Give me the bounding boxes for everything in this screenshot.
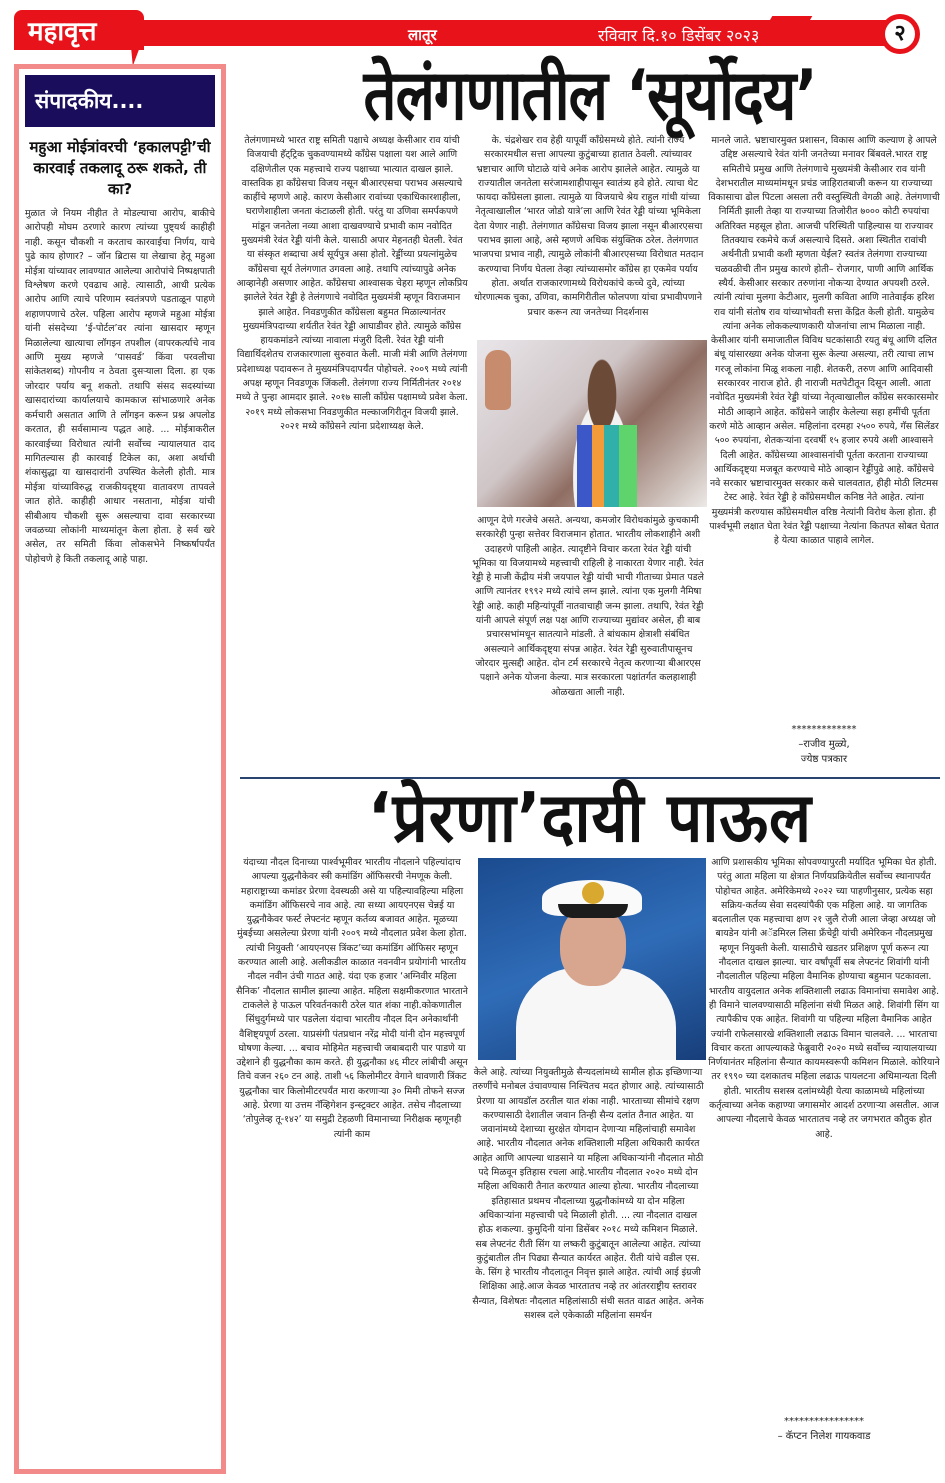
date-label: रविवार दि.१० डिसेंबर २०२३ xyxy=(598,26,760,45)
author-name: – कॅप्टन निलेश गायकवाड xyxy=(777,1431,871,1442)
article2-byline xyxy=(708,1414,940,1444)
article2-headline: ‘प्रेरणा’दायी पाऊल xyxy=(367,777,813,858)
article2-column-2: केले आहे. त्यांच्या नियुक्तीमुळे सैन्यदलांमध्ये सामील होऊ इच्छिणाऱ्या तरुणींचे मनोबल उंचावण्यास निश्चितच मदत होणार आहे. त्यांच्यासाठी प्रेरणा या आयडॉल ठरतील यात शंका नाही. भारताच्या सीमांचे रक्षण करण्यासाठी देशातील जवान तिन्ही सैन्य दलांत तैनात आहेत. या जवानांमध्ये देशाच्या सुरक्षेत योगदान देणाऱ्या महिलांचाही समावेश आहे. भारतीय नौदलात अनेक शक्तिशाली महिला अधिकारी कार्यरत आहेत आणि आपल्या धाडसाने या महिला अधिकाऱ्यांनी नौदलात मोठी पदे मिळवून इतिहास रचला आहे.भारतीय नौदलात २०२० मध्ये दोन महिला अधिकारी तैनात करण्यात आल्या होत्या. भारतीय नौदलाच्या इतिहासात प्रथमच नौदलाच्या युद्धनौकांमध्ये या दोन महिला अधिकाऱ्यांना महत्त्वाची पदे मिळाली होती. ... त्या नौदलात दाखल होऊ शकल्या. कुमुदिनी यांना डिसेंबर २०१८ मध्ये कमिशन मिळाले. सब लेफ्टनंट रीती सिंग या लष्करी कुटुंबातून आलेल्या आहेत. त्यांच्या कुटुंबातील तीन पिढ्या सैन्यात कार्यरत आहेत. रीती यांचे वडील एस. के. सिंग हे भारतीय नौदलातून निवृत्त झाले आहेत. त्यांची आई इंग्रजी शिक्षिका आहे.आज केवळ भारतातच नव्हे तर आंतरराष्ट्रीय स्तरावर सैन्यात, विशेषतः नौदलात महिलांसाठी संधी सतत वाढत आहेत. अनेक सशस्त्र दले एकेकाळी महिलांना समर्थन xyxy=(472,1067,704,1322)
editorial-box xyxy=(14,64,226,1474)
article1-photo xyxy=(477,340,707,507)
author-title: ज्येष्ठ पत्रकार xyxy=(800,754,848,765)
article1-column-2-top: के. चंद्रशेखर राव हेही यापूर्वी काँग्रेसमध्ये होते. त्यांनी राज्य सरकारमधील सत्ता आपल्या कुटुंबाच्या हातात ठेवली. त्यांच्यावर भ्रष्टाचार आणि घोटाळे यांचे अनेक आरोप झालेले आहेत. त्यामुळे या राज्यातील जनतेला सरंजामशाहीपासून स्वातंत्र्य हवे होते. त्याचा थेट फायदा काँग्रेसला झाला. त्यामुळे या विजयाचे श्रेय राहुल गांधी यांच्या नेतृत्वाखालील ‘भारत जोडो यात्रे’ला आणि रेवंत रेड्डी यांच्या भूमिकेला देता येणार नाही. तेलंगणात काँग्रेसचा विजय झाला नसून बीआरएसचा पराभव झाला आहे, असे म्हणणे अधिक संयुक्तिक ठरेल. तेलंगणात भाजपचा प्रभाव नाही, त्यामुळे लोकांनी बीआरएसच्या विरोधात मतदान करण्याचा निर्णय घेतला तेव्हा त्यांच्यासमोर काँग्रेस हा एकमेव पर्याय होता. अर्थात राजकारणामध्ये विरोधकांचे कच्चे दुवे, त्यांच्या धोरणात्मक चुका, उणिवा, कामगिरीतील फोलपणा यांचा प्रभावीपणाने प्रचार करून त्या जनतेच्या निदर्शनास xyxy=(472,135,704,318)
article1-byline xyxy=(708,722,940,767)
author-name: –राजीव मुळ्ये, xyxy=(798,739,850,750)
article1-column-2-bottom: आणून देणे गरजेचे असते. अन्यथा, कमजोर विरोधकांमुळे कुचकामी सरकारेही पुन्हा सत्तेवर विराजमान होतात. भारतीय लोकशाहीने अशी उदाहरणे पाहिली आहेत. त्यादृष्टीने विचार करता रेवंत रेड्डी यांची भूमिका या विजयामध्ये महत्त्वाची राहिली हे नाकारता येणार नाही. रेवंत रेड्डी हे माजी केंद्रीय मंत्री जयपाल रेड्डी यांची भाची गीताच्या प्रेमात पडले आणि त्यानंतर १९९२ मध्ये त्यांचे लग्न झाले. त्यांना एक मुलगी नैमिषा रेड्डी आहे. काही महिन्यांपूर्वी नातवाचाही जन्म झाला. तथापि, रेवंत रेड्डी यांनी आपले संपूर्ण लक्ष पक्ष आणि राज्याच्या मुद्यांवर असेल, ही बाब प्रचारसभांमधून सातत्याने मांडली. ते बांधकाम क्षेत्राशी संबंधित असल्याने आर्थिकदृष्ट्या संपन्न आहेत. रेवंत रेड्डी सुरुवातीपासूनच जोरदार मुत्सद्दी आहेत. दोन टर्म सरकारचे नेतृत्व करणाऱ्या बीआरएस पक्षाने अनेक योजना केल्या. मात्र सरकारला पक्षांतर्गत कलहाशाही ओळखता आली नाही. xyxy=(472,515,704,698)
page-number: २ xyxy=(880,14,920,54)
masthead xyxy=(0,0,945,58)
article1-column-1: तेलंगणामध्ये भारत राष्ट्र समिती पक्षाचे अध्यक्ष केसीआर राव यांची विजयाची हॅट्ट्रिक चुकवण्यामध्ये काँग्रेस पक्षाला यश आले आणि दक्षिणेतील एक महत्त्वाचे राज्य पक्षाच्या भात्यात दाखल झाले. वास्तविक हा काँग्रेसचा विजय नसून बीआरएसचा पराभव असल्याचे काहींचे म्हणणे आहे. कारण केसीआर रावांच्या एकाधिकारशाहीला, घराणेशाहीला जनता कंटाळली होती. परंतु या उणिवा समर्पकपणे मांडून जनतेला नव्या आशा दाखवण्याचे प्रभावी काम नवोदित मुख्यमंत्री रेवंत रेड्डी यांनी केले. यासाठी अपार मेहनतही घेतली. रेवंत या संस्कृत शब्दाचा अर्थ सूर्यपुत्र असा होतो. रेड्डींच्या प्रयत्नांमुळेच काँग्रेसचा सूर्य तेलंगणात उगवला आहे. तथापि त्यांच्यापुढे अनेक आव्हानेही असणार आहेत. काँग्रेसचा आश्वासक चेहरा म्हणून लोकप्रिय झालेले रेवंत रेड्डी हे तेलंगणाचे नवोदित मुख्यमंत्री म्हणून विराजमान झाले आहेत. निवडणुकीत काँग्रेसला बहुमत मिळाल्यानंतर मुख्यमंत्रिपदाच्या शर्यतीत रेवंत रेड्डी आघाडीवर होते. त्यामुळे काँग्रेस हायकमांडने त्यांच्या नावाला मंजुरी दिली. रेवंत रेड्डी यांनी विद्यार्थिदशेतच राजकारणाला सुरुवात केली. माजी मंत्री आणि तेलंगणा प्रदेशाध्यक्ष पदावरून ते मुख्यमंत्रिपदापर्यंत पोहोचले. २००९ मध्ये त्यांनी अपक्ष म्हणून निवडणूक जिंकली. तेलंगणा राज्य निर्मितीनंतर २०१४ मध्ये ते पुन्हा आमदार झाले. २०१७ साली काँग्रेस पक्षामध्ये प्रवेश केला. २०१९ मध्ये लोकसभा निवडणुकीत मल्काजगिरीतून विजयी झाले. २०२१ मध्ये काँग्रेसने त्यांना प्रदेशाध्यक्ष केले. xyxy=(236,135,468,432)
photo-cap-badge xyxy=(582,882,604,904)
photo-raised-hand xyxy=(485,350,511,410)
paper-name: महावृत्त xyxy=(28,17,97,47)
separator-stars: ************* xyxy=(791,724,857,735)
photo-cap-peak xyxy=(558,904,628,918)
photo-scarf xyxy=(577,425,637,507)
editorial-section-label: संपादकीय.... xyxy=(25,75,215,127)
masthead-flare xyxy=(130,36,144,66)
masthead-slant xyxy=(768,16,813,24)
separator-stars: **************** xyxy=(784,1416,864,1427)
article2-column-3: आणि प्रशासकीय भूमिका सोपवण्यापुरती मर्यादित भूमिका घेत होती. परंतु आता महिला या क्षेत्रात निर्णयप्रक्रियेतील सर्वोच्च स्थानापर्यंत पोहोचत आहेत. अमेरिकेमध्ये २०२२ च्या पाहणीनुसार, प्रत्येक सहा सक्रिय-कर्तव्य सेवा सदस्यांपैकी एक महिला आहे. या जागतिक बदलातील एक महत्त्वाचा क्षण २१ जुलै रोजी आला जेव्हा अध्यक्ष जो बायडेन यांनी अॅडमिरल लिसा फ्रँचेट्टी यांची अमेरिकन नौदलप्रमुख म्हणून नियुक्ती केली. यासाठीचे खडतर प्रशिक्षण पूर्ण करून त्या नौदलात दाखल झाल्या. चार वर्षांपूर्वी सब लेफ्टनंट शिवांगी यांनी नौदलातील पहिल्या महिला वैमानिक होण्याचा बहुमान पटकावला. भारतीय वायुदलात अनेक शक्तिशाली लढाऊ विमानांचा समावेश आहे. ही विमाने चालवण्यासाठी महिलांना संधी मिळत आहे. शिवांगी सिंग या त्यापैकीच एक आहेत. शिवांगी या पहिल्या महिला वैमानिक आहेत ज्यांनी राफेलसारखे शक्तिशाली लढाऊ विमान चालवले. ... भारताचा विचार करता आपल्याकडे फेब्रुवारी २०२० मध्ये सर्वोच्च न्यायालयाच्या निर्णयानंतर महिलांना सैन्यात कायमस्वरूपी कमिशन मिळाले. कोरियाने तर १९९० च्या दशकातच महिला लढाऊ पायलटना अधिमान्यता दिली होती. भारतीय सशस्त्र दलांमध्येही येत्या काळामध्ये महिलांच्या कर्तृत्वाच्या अनेक कहाण्या जगासमोर आदर्श ठरणाऱ्या असतील. आज आपल्या नौदलाचे केवळ भारतातच नव्हे तर जगभरात कौतुक होत आहे. xyxy=(708,857,940,1140)
article1-headline: तेलंगणातील ‘सूर्योदय’ xyxy=(363,54,817,136)
photo-face xyxy=(560,906,626,986)
city-label: लातूर xyxy=(408,26,437,44)
editorial-headline: महुआ मोईत्रांवरची ‘हकालपट्टी’ची कारवाई तकलादू ठरू शकते, ती का? xyxy=(29,138,211,198)
masthead-band xyxy=(14,20,894,46)
editorial-body: मुळात जे नियम नीहीत ते मोडल्याचा आरोप, बाकीचे आरोपही मोघम ठरणारे कारण त्यांच्या पुष्ट्यर्थ काहीही नाही. कसून चौकशी न करताच कारवाईचा निर्णय, याचे पुढे काय होणार? – जॉन ब्रिटास या लेखाचा हेतू महुआ मोईत्रा यांच्यावर लावण्यात आलेल्या आरोपांचे निष्पक्षपाती विश्लेषण करणे एवढाच आहे. त्यासाठी, आधी प्रत्येक आरोप आणि त्याचे परिणाम स्वतंत्रपणे पडताळून पाहणे शहाणपणाचे ठरेल. पहिला आरोप म्हणजे महुआ मोईत्रा यांनी संसदेच्या ‘ई-पोर्टल’वर त्यांना खासदार म्हणून मिळालेल्या खात्याचा लॉगइन तपशील (वापरकर्त्याचे नाव आणि मुख्य म्हणजे ‘पासवर्ड’ किंवा परवलीचा सांकेतशब्द) गोपनीय न ठेवता दुसऱ्याला दिला. हा एक जोरदार पर्याय बनू शकतो. तथापि संसद सदस्यांच्या खासदारांच्या कार्यालयाचे कामकाज सांभाळणारे अनेक कर्मचारी असतात आणि ते लॉगइन करून प्रश्न अपलोड करतात, ही सर्वसामान्य पद्धत आहे. ... मोईत्राकरील कारवाईच्या विरोधात त्यांनी सर्वोच्च न्यायालयात दाद मागितल्यास ही कारवाई टिकेल का, अशा अर्थाची शंकासुद्धा या खासदारांनी उपस्थित केलेली होती. मात्र मोईत्रा यांच्याविरुद्ध राजकीयदृष्ट्या वातावरण तापवले जात होते. काहीही आधार नसताना, मोईत्रा यांची सीबीआय चौकशी सुरू असल्याचा दावा सरकारच्या जवळच्या लोकांनी माध्यमांतून केला होता. हे सर्व खरे असेल, तर समिती किंवा लोकसभेने निष्कर्षापर्यंत पोहोचणे हे किती तकलादू आहे पाहा. xyxy=(25,208,215,565)
article1-column-3: मानले जाते. भ्रष्टाचारमुक्त प्रशासन, विकास आणि कल्याण हे आपले उद्दिष्ट असल्याचे रेवंत यांनी जनतेच्या मनावर बिंबवले.भारत राष्ट्र समितीचे प्रमुख आणि तेलंगणाचे मुख्यमंत्री केसीआर राव यांनी देशभरातील माध्यमांमधून प्रचंड जाहिरातबाजी करून या राज्याच्या विकासाचा ढोल पिटला असला तरी वस्तुस्थिती वेगळी आहे. तेलंगणाची निर्मिती झाली तेव्हा या राज्याच्या तिजोरीत ७००० कोटी रुपयांचा अतिरिक्त महसूल होता. आजची परिस्थिती पाहिल्यास या राज्यावर तितक्याच रकमेचे कर्ज असल्याचे दिसते. अशा स्थितीत रावांची अर्थनीती प्रभावी कशी म्हणता येईल? स्वतंत्र तेलंगणा राज्याच्या चळवळीची तीन प्रमुख कारणे होती– रोजगार, पाणी आणि आर्थिक स्थैर्य. केसीआर सरकार तरुणांना नोकऱ्या देण्यात अपयशी ठरले. त्यांनी त्यांचा मुलगा केटीआर, मुलगी कविता आणि नातेवाईक हरिश राव यांनी संतोष राव यांच्याभोवती सत्ता केंद्रित केली होती. यामुळेच त्यांना अनेक लोककल्याणकारी योजनांचा लाभ मिळाला नाही. केसीआर यांनी समाजातील विविध घटकांसाठी रयतु बंधू आणि दलित बंधू यांसारख्या अनेक योजना सुरू केल्या असल्या, तरी त्याचा लाभ गरजू लोकांना मिळू शकला नाही. शेतकरी, तरुण आणि आदिवासी सरकारवर नाराज होते. ही नाराजी मतपेटीतून दिसून आली. आता नवोदित मुख्यमंत्री रेवंत रेड्डी यांच्या नेतृत्वाखालील काँग्रेस सरकारसमोर मोठी आव्हाने आहेत. काँग्रेसने जाहीर केलेल्या सहा हमींची पूर्तता करणे मोठे आव्हान असेल. महिलांना दरमहा २५०० रुपये, गॅस सिलेंडर ५०० रुपयांना, शेतकऱ्यांना दरवर्षी १५ हजार रुपये अशी आश्वासने दिली आहेत. काँग्रेसच्या आश्वासनांची पूर्तता करताना राज्याच्या आर्थिकदृष्ट्या मजबूत करण्याचे मोठे आव्हान रेड्डींपुढे आहे. काँग्रेसचे नवे सरकार भ्रष्टाचारमुक्त सरकार कसे चालवतात, हीही मोठी लिटमस टेस्ट आहे. रेवंत रेड्डी हे काँग्रेसमधील कनिष्ठ नेते आहेत. त्यांना मुख्यमंत्री करण्यास काँग्रेसमधील वरिष्ठ नेत्यांनी विरोध केला होता. ही पार्श्वभूमी लक्षात घेता रेवंत रेड्डी पक्षाच्या नेत्यांना कितपत सोबत घेतात हे येत्या काळात पाहावे लागेल. xyxy=(708,135,940,547)
article2-photo xyxy=(478,858,706,1060)
article2-column-1: यंदाच्या नौदल दिनाच्या पार्श्वभूमीवर भारतीय नौदलाने पहिल्यांदाच आपल्या युद्धनौकेवर स्त्री कमांडिंग ऑफिसरची नेमणूक केली. महाराष्ट्राच्या कमांडर प्रेरणा देवस्थळी असे या पहिल्यावहिल्या महिला कमांडिंग ऑफिसरचे नाव आहे. त्या सध्या आयएनएस चेन्नई या युद्धनौकेवर फर्स्ट लेफ्टनंट म्हणून कर्तव्य बजावत आहेत. मूळच्या मुंबईच्या असलेल्या प्रेरणा यांनी २००९ मध्ये नौदलात प्रवेश केला होता. त्यांची नियुक्ती ‘आयएनएस त्रिंकट’च्या कमांडिंग ऑफिसर म्हणून करण्यात आली आहे. अलीकडील काळात नवनवीन प्रयोगांनी भारतीय नौदल नवीन उंची गाठत आहे. यंदा एक हजार ‘अग्निवीर महिला सैनिक’ नौदलात सामील झाल्या आहेत. महिला सक्षमीकरणात भारताने टाकलेले हे पाऊल परिवर्तनकारी ठरेल यात शंका नाही.कोकणातील सिंधुदुर्गमध्ये पार पडलेला यंदाचा भारतीय नौदल दिन अनेकार्थांनी वैशिष्ट्यपूर्ण ठरला. याप्रसंगी पंतप्रधान नरेंद्र मोदी यांनी दोन महत्त्वपूर्ण घोषणा केल्या. ... बचाव मोहिमेत महत्त्वाची जबाबदारी पार पाडणे या उद्देशाने ही युद्धनौका काम करते. ही युद्धनौका ४६ मीटर लांबीची असून तिचे वजन २६० टन आहे. ताशी ५६ किलोमीटर वेगाने धावणारी त्रिंकट युद्धनौका चार किलोमीटरपर्यंत मारा करणाऱ्या ३० मिमी तोफने सज्ज आहे. प्रेरणा या उत्तम नॅव्हिगेशन इन्स्ट्रक्टर आहेत. तसेच नौदलाच्या ‘तोपुलेव्ह तू-१४२’ या समुद्री टेहळणी विमानाच्या निरीक्षक म्हणूनही त्यांनी काम xyxy=(236,857,468,1140)
